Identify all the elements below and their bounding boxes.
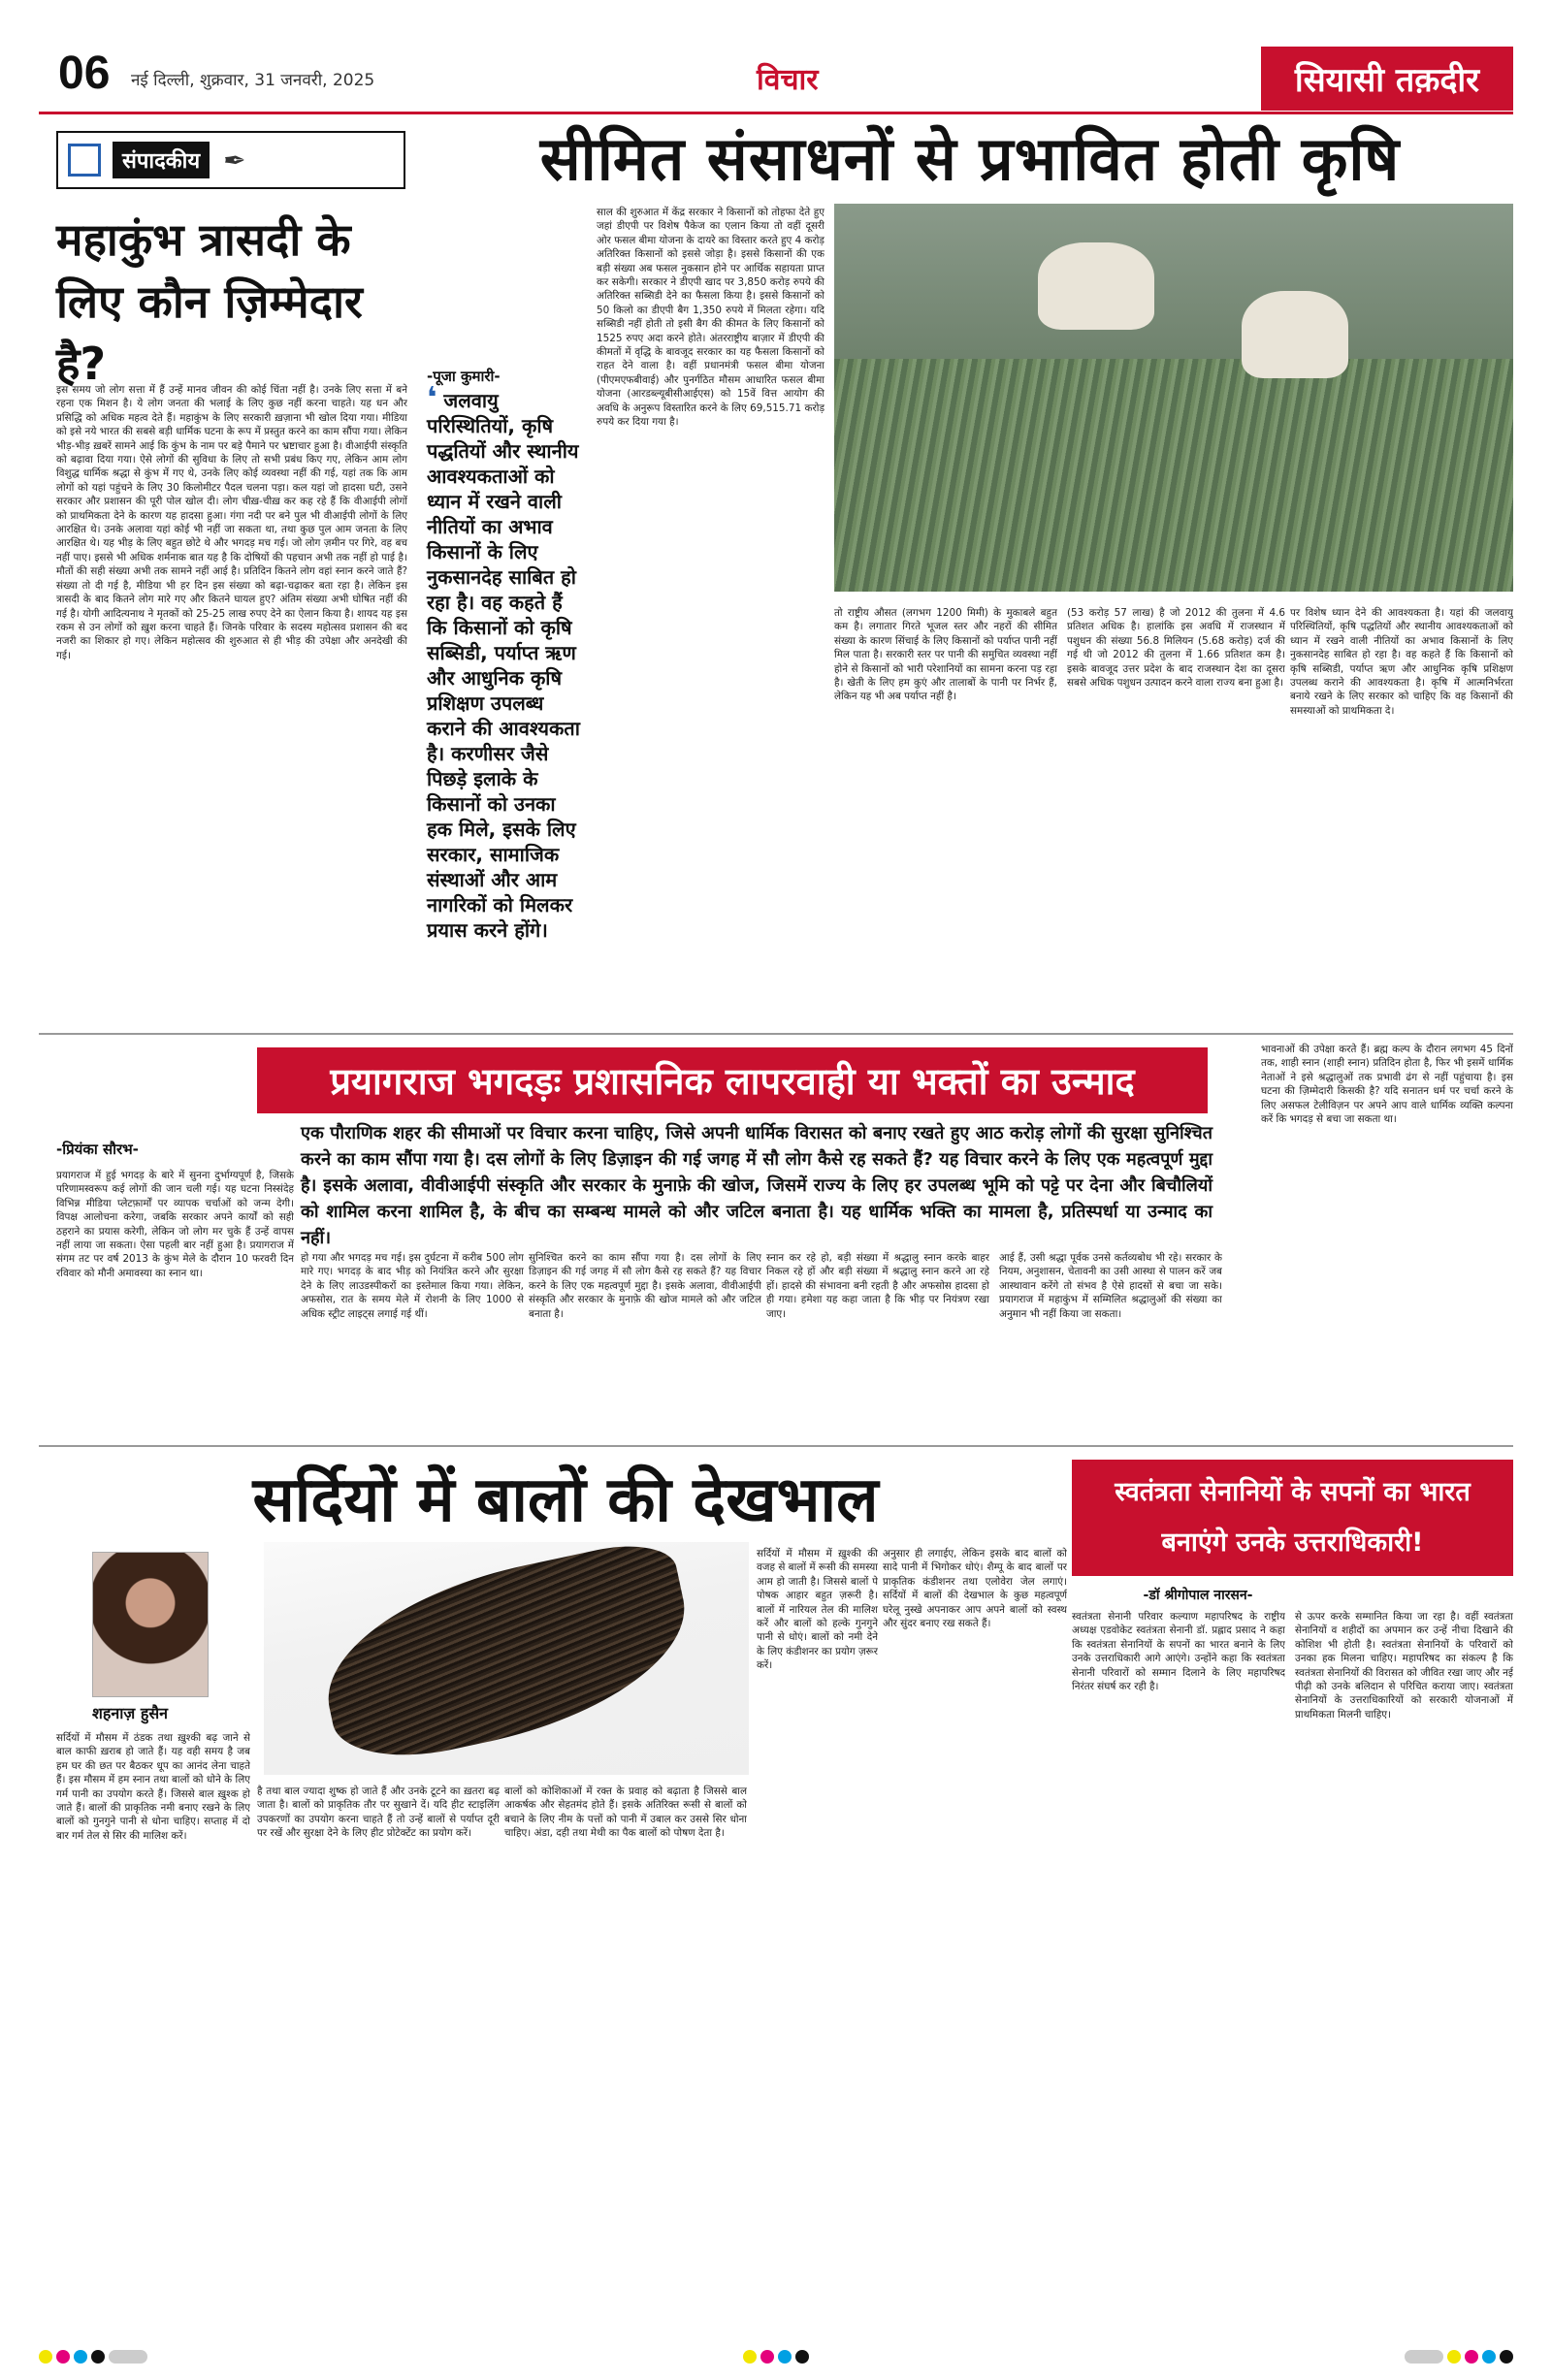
section-title: विचार: [757, 63, 819, 97]
magenta-mark: [1465, 2350, 1478, 2364]
color-marks-right: [1405, 2350, 1513, 2364]
editorial-body: इस समय जो लोग सत्ता में हैं उन्हें मानव जीवन की कोई चिंता नहीं है। उनके लिए सत्ता में बने रहना एक मिशन है। ये लोग जनता की भलाई के लिए कुछ नहीं करना चाहते। यह धन और प्रसिद्धि को अधिक महत्व देते हैं। महाकुंभ के लिए सरकारी ख़ज़ाना भी खोल दिया गया। मीडिया को इसे नये भारत की सबसे बड़ी धार्मिक घटना के रूप में प्रस्तुत करने का काम सौंपा गया। लेकिन भीड़-भीड़ ख़बरें सामने आई कि कुंभ के नाम पर बड़े पैमाने पर भ्रष्टाचार हुआ है। वीआईपी संस्कृति को बढ़ावा दिया गया। ऐसे लोगों की सुविधा के लिए तो सभी प्रबंध किए गए, लेकिन आम लोग विशुद्ध धार्मिक श्रद्धा से कुंभ में गए थे, उनके लिए कोई व्यवस्था नहीं की गई, यहां तक कि आम लोगों को यहां पहुंचने के लिए 30 किलोमीटर पैदल चलना पड़ा। कल यहां जो हादसा घटी, उसने सरकार और प्रशासन की पूरी पोल खोल दी। लोग चीख़-चीख़ कर कह रहे हैं कि वीआईपी लोगों को प्राथमिकता देने के कारण यह हादसा हुआ। गंगा नदी पर बने पुल भी वीआईपी लोगों के लिए आरक्षित थे। उनके अलावा यहां कोई भी नहीं जा सकता था, तथा कुछ पुल आम जनता के लिए आरक्षित थे। यह भीड़ के लिए बहुत छोटे थे और भगदड़ मच गई। जो लोग ज़मीन पर गिरे, वह बच नहीं पाए। इससे भी अधिक शर्मनाक बात यह है कि दोषियों की पहचान अभी तक नहीं हो पाई है। मौतों की सही संख्या अभी तक सामने नहीं आई है। प्रतिदिन कितने लोग वहां स्नान करने जाते हैं? संख्या तो दी गई है, मीडिया भी हर दिन इस संख्या को बढ़ा-चढ़ाकर बता रहा है। लेकिन इस त्रासदी के बाद कितने लोग मारे गए और कितने घायल हुए? अंतिम संख्या अभी घोषित नहीं की गई है। योगी आदित्यनाथ ने मृतकों को 25-25 लाख रुपए देने का ऐलान किया है। शायद यह इस रकम से उन लोगों को ख़ुश करना चाहते हैं। जिनके परिवार के सदस्य महोत्सव प्रशासन की बद नजरी का शिकार हो गए। लेकिन महोत्सव की शुरुआत से ही भीड़ की उपेक्षा और अनदेखी की गई।: [56, 384, 407, 661]
farmer-figure: [1038, 242, 1154, 330]
stampede-column-2: हो गया और भगदड़ मच गई। इस दुर्घटना में करीब 500 लोग मारे गए। भगदड़ के बाद भीड़ को नियंत्रित करने और सुरक्षा देने के लिए लाउडस्पीकरों का इस्तेमाल किया गया। लेकिन, अफसोस, रात के समय मेले में रोशनी के लिए 1000 से अधिक स्ट्रीट लाइट्स लगाई गई थीं।: [301, 1252, 524, 1320]
freedom-column-2: से ऊपर करके सम्मानित किया जा रहा है। वहीं स्वतंत्रता सेनानियों व शहीदों का अपमान कर उन्हें नीचा दिखाने की कोशिश भी होती है। स्वतंत्रता सेनानियों के परिवारों को उनका हक मिलना चाहिए। महापरिषद का संकल्प है कि स्वतंत्रता सेनानियों की विरासत को जीवित रखा जाए और नई पीढ़ी को उनके बलिदान से परिचित कराया जाए। स्वतंत्रता सेनानियों के उत्तराधिकारियों को सरकारी योजनाओं में प्राथमिकता मिलनी चाहिए।: [1295, 1611, 1513, 1721]
stampede-column-3: सुनिश्चित करने का काम सौंपा गया है। दस लोगों के लिए डिज़ाइन की गई जगह में सौ लोग कैसे रह सकते हैं? यह विचार करने के लिए एक महत्वपूर्ण मुद्दा है। इसके अलावा, वीवीआईपी संस्कृति और सरकार के मुनाफ़े की खोज मामले को और जटिल बनाता है।: [529, 1252, 761, 1320]
black-mark: [91, 2350, 105, 2364]
hair-column-3: बालों को कोशिकाओं में रक्त के प्रवाह को बढ़ाता है जिससे बाल आकर्षक और सेहतमंद होते हैं। इसके अतिरिक्त रूसी से बालों को बचाने के लिए नीम के पत्तों को पानी में उबाल कर उससे सिर धोना चाहिए। अंडा, दही तथा मेथी का पैक बालों को पोषण देता है।: [504, 1785, 747, 1840]
feature-byline: -पूजा कुमारी-: [427, 368, 501, 385]
stampede-byline: -प्रियंका सौरभ-: [56, 1141, 139, 1158]
black-mark: [795, 2350, 809, 2364]
cyan-mark: [1482, 2350, 1496, 2364]
editorial-label: संपादकीय: [113, 142, 210, 178]
section-divider: [39, 1445, 1513, 1447]
color-marks-left: [39, 2350, 147, 2364]
hair-headline: सर्दियों में बालों की देखभाल: [252, 1464, 879, 1536]
checkbox-icon: [68, 144, 101, 177]
quote-icon: ❛: [427, 381, 437, 415]
page-number: 06: [58, 48, 111, 99]
freedom-headline: स्वतंत्रता सेनानियों के सपनों का भारत बनाएंगे उनके उत्तराधिकारी!: [1072, 1460, 1513, 1576]
stampede-column-5: आई हैं, उसी श्रद्धा पूर्वक उनसे कर्तव्यबोध भी रहे। सरकार के नियम, अनुशासन, चेतावनी का उसी आस्था से पालन करें जब आस्थावान करेंगे तो संभव है ऐसे हादसों से बचा जा सके। प्रयागराज में महाकुंभ में सम्मिलित श्रद्धालुओं की संख्या का अनुमान भी नहीं किया जा सकता।: [999, 1252, 1222, 1320]
hair-photo: [264, 1542, 749, 1775]
editorial-title: महाकुंभ त्रासदी के लिए कौन ज़िम्मेदार है?: [56, 213, 363, 390]
author-name: शहनाज़ हुसैन: [92, 1704, 169, 1722]
magenta-mark: [760, 2350, 774, 2364]
editorial-tag: [56, 131, 405, 189]
stampede-column-6: भावनाओं की उपेक्षा करते हैं। ब्रह्म कल्प के दौरान लगभग 45 दिनों तक, शाही स्नान (शाही स्नान) प्रतिदिन होता है, फिर भी इसमें धार्मिक नेताओं ने इसे श्रद्धालुओं तक प्रभावी ढंग से नहीं पहुंचाया है। इस घटना की ज़िम्मेदारी किसकी है? यदि सनातन धर्म पर चर्चा करने के लिए असफल टेलीविज़न पर अपने आप वाले धार्मिक व्यक्ति कल्पना करें कि भगदड़ से बचा जा सकता था।: [1261, 1044, 1513, 1126]
yellow-mark: [39, 2350, 52, 2364]
farmer-figure: [1242, 291, 1348, 378]
feature-column-3: (53 करोड़ 57 लाख) है जो 2012 की तुलना में 4.6 प्रतिशत अधिक है। हालांकि इस अवधि में राजस्थान में पशुधन की संख्या 56.8 मिलियन (5.68 करोड़) दर्ज की गई थी जो 2012 की तुलना में 1.66 प्रतिशत कम है। इसके बावजूद उत्तर प्रदेश के बाद राजस्थान देश का दूसरा सबसे अधिक पशुधन उत्पादन करने वाला राज्य बना हुआ है।: [1067, 607, 1285, 690]
hair-column-1: सर्दियों में मौसम में ठंडक तथा ख़ुश्की बढ़ जाने से बाल काफी ख़राब हो जाते हैं। यह वही समय है जब हम घर की छत पर बैठकर धूप का आनंद लेना चाहते हैं। इस मौसम में हम स्नान तथा बालों को धोने के लिए गर्म पानी का उपयोग करते हैं। जिससे बाल ख़ुश्क हो जाते हैं। बालों की प्राकृतिक नमी बनाए रखने के लिए बालों को गुनगुने पानी से धोना चाहिए। सप्ताह में दो बार गर्म तेल से सिर की मालिश करें।: [56, 1732, 250, 1842]
cyan-mark: [778, 2350, 792, 2364]
hair-column-2: है तथा बाल ज्यादा शुष्क हो जाते हैं और उनके टूटने का ख़तरा बढ़ जाता है। बालों को प्राकृतिक तौर पर सुखाने दें। यदि हीट स्टाइलिंग उपकरणों का उपयोग करना चाहते हैं तो उन्हें बालों से पर्याप्त दूरी पर रखें और सुरक्षा देने के लिए हीट प्रोटेक्टेंट का प्रयोग करें।: [257, 1785, 500, 1840]
color-marks-center: [743, 2350, 809, 2364]
farm-photo: [834, 204, 1513, 592]
hair-column-4: सर्दियों में मौसम में ख़ुश्की की वजह से बालों में रूसी की समस्या आम हो जाती है। जिससे बालों पे पोषक आहार बहुत ज़रूरी है। बालों में नारियल तेल की मालिश करें और बालों को हल्के गुनगुने पानी से धोएं। बालों को नमी देने के लिए कंडीशनर का प्रयोग ज़रूर करें।: [757, 1548, 878, 1672]
dateline: नई दिल्ली, शुक्रवार, 31 जनवरी, 2025: [131, 71, 375, 90]
yellow-mark: [1447, 2350, 1461, 2364]
section-banner: सियासी तक़दीर: [1261, 47, 1513, 111]
paddy-field: [834, 359, 1513, 592]
hair-column-5: अनुसार ही लगाईए, लेकिन इसके बाद बालों को सादे पानी में भिगोकर धोएं। शैम्पू के बाद बालों पर प्राकृतिक कंडीशनर तथा एलोवेरा जेल लगाएं। सर्दियों में बालों की देखभाल के कुछ महत्वपूर्ण घरेलू नुस्खे अपनाकर आप अपने बालों को स्वस्थ और सुंदर बनाए रख सकते हैं।: [883, 1548, 1067, 1630]
print-registration-marks: [39, 2345, 1513, 2368]
pullquote: [427, 381, 582, 1018]
feature-column-4: पर विशेष ध्यान देने की आवश्यकता है। यहां की जलवायु परिस्थितियों, कृषि पद्धतियों और स्थानीय आवश्यकताओं को ध्यान में रखने वाली नीतियों का अभाव किसानों के लिए नुकसानदेह साबित हो रहा है। वह कहते हैं कि किसानों को कृषि सब्सिडी, पर्याप्त ऋण और आधुनिक कृषि प्रशिक्षण उपलब्ध कराने की आवश्यकता है। कृषि में आत्मनिर्भरता बनाये रखने के लिए सरकार को चाहिए कि वह किसानों की समस्याओं को प्राथमिकता दे।: [1290, 607, 1513, 717]
pullquote-text: जलवायु परिस्थितियों, कृषि पद्धतियों और स्थानीय आवश्यकताओं को ध्यान में रखने वाली नीतियों का अभाव किसानों के लिए नुकसानदेह साबित हो रहा है। वह कहते हैं कि किसानों को कृषि सब्सिडी, पर्याप्त ऋण और आधुनिक कृषि प्रशिक्षण उपलब्ध कराने की आवश्यकता है। करणीसर जैसे पिछड़े इलाके के किसानों को उनका हक मिले, इसके लिए सरकार, सामाजिक संस्थाओं और आम नागरिकों को मिलकर प्रयास करने होंगे।: [427, 389, 580, 942]
stampede-deck: एक पौराणिक शहर की सीमाओं पर विचार करना चाहिए, जिसे अपनी धार्मिक विरासत को बनाए रखते हुए आठ करोड़ लोगों की सुरक्षा सुनिश्चित करने का काम सौंपा गया है। दस लोगों के लिए डिज़ाइन की गई जगह में सौ लोग कैसे रह सकते हैं? यह विचार करने के लिए एक महत्वपूर्ण मुद्दा है। इसके अलावा, वीवीआईपी संस्कृति और सरकार के मुनाफ़े की खोज, जिसमें राज्य के लिए हर उपलब्ध भूमि को पट्टे पर देना और बिचौलियों को शामिल करना शामिल है, के बीच का सम्बन्ध मामले को और जटिल बनाता है। यह धार्मिक भक्ति का मामला है, प्रतिस्पर्धा या उन्माद का नहीं।: [301, 1123, 1212, 1248]
hair-illustration: [308, 1542, 703, 1773]
freedom-byline: -डॉ श्रीगोपाल नारसन-: [1143, 1588, 1253, 1603]
pen-icon: ✒: [223, 144, 246, 177]
freedom-column-1: स्वतंत्रता सेनानी परिवार कल्याण महापरिषद के राष्ट्रीय अध्यक्ष एडवोकेट स्वतंत्रता सेनानी डॉ. प्रह्लाद प्रसाद ने कहा कि स्वतंत्रता सेनानियों के सपनों का भारत बनाने के लिए उनके उत्तराधिकारी आगे आएंगे। उन्होंने कहा कि स्वतंत्रता सेनानी परिवारों को सम्मान दिलाने के लिए महापरिषद निरंतर संघर्ष कर रही है।: [1072, 1611, 1285, 1693]
feature-column-1: साल की शुरुआत में केंद्र सरकार ने किसानों को तोहफा देते हुए जहां डीएपी पर विशेष पैकेज का एलान किया तो वहीं दूसरी ओर फसल बीमा योजना के दायरे का विस्तार करते हुए 4 करोड़ अतिरिक्त किसानों को इससे जोड़ा है। इससे किसानों की एक बड़ी संख्या अब फसल नुकसान होने पर आर्थिक सहायता प्राप्त कर सकेगी। सरकार ने डीएपी खाद पर 3,850 करोड़ रुपये की अतिरिक्त सब्सिडी देने का फैसला किया है। इससे किसानों को 50 किलो का डीएपी बैग 1,350 रुपये में मिलता रहेगा। यदि सब्सिडी नहीं होती तो इसी बैग की कीमत के लिए किसानों को 1525 रुपए अदा करने होते। अंतरराष्ट्रीय बाज़ार में डीएपी की कीमतों में वृद्धि के बावजूद सरकार का यह फैसला किसानों को राहत देने वाला है। वहीं प्रधानमंत्री फसल बीमा योजना (पीएमएफबीवाई) और पुनर्गठित मौसम आधारित फसल बीमा योजना (आरडब्ल्यूबीसीआईएस) को 15वें वित्त आयोग की अवधि के अनुरूप विस्तारित करने के लिए 69,515.71 करोड़ रुपये कर दिया गया है।: [597, 207, 824, 429]
feature-headline: सीमित संसाधनों से प्रभावित होती कृषि: [539, 123, 1401, 194]
black-mark: [1500, 2350, 1513, 2364]
author-photo: [92, 1552, 209, 1697]
page-header: [39, 47, 1513, 114]
cyan-mark: [74, 2350, 87, 2364]
stampede-column-1: प्रयागराज में हुई भगदड़ के बारे में सुनना दुर्भाग्यपूर्ण है, जिसके परिणामस्वरूप कई लोगों की जान चली गई। यह घटना निस्संदेह विभिन्न मीडिया प्लेटफ़ार्मों पर व्यापक चर्चाओं को जन्म देगी। विपक्ष आलोचना करेगा, जबकि सरकार अपने कार्यों को सही ठहराने का प्रयास करेगी, लेकिन जो लोग मर चुके हैं उन्हें वापस नहीं लाया जा सकता। ऐसा पहली बार नहीं हुआ है। प्रयागराज में संगम तट पर वर्ष 2013 के कुंभ मेले के दौरान 10 फरवरी दिन रविवार को मौनी अमावस्या का स्नान था।: [56, 1170, 294, 1279]
grey-bar: [1405, 2350, 1443, 2364]
feature-column-2: तो राष्ट्रीय औसत (लगभग 1200 मिमी) के मुकाबले बहुत कम है। लगातार गिरते भूजल स्तर और नहरों की सीमित संख्या के कारण सिंचाई के लिए किसानों को पर्याप्त पानी नहीं मिल पाता है। सरकारी स्तर पर पानी की समुचित व्यवस्था नहीं होने से किसानों को भारी परेशानियों का सामना करना पड़ रहा है। खेती के लिए हम कुएं और तालाबों के पानी पर निर्भर हैं, लेकिन यह भी अब पर्याप्त नहीं है।: [834, 607, 1057, 703]
section-divider: [39, 1033, 1513, 1035]
grey-bar: [109, 2350, 147, 2364]
stampede-headline: प्रयागराज भगदड़ः प्रशासनिक लापरवाही या भक्तों का उन्माद: [257, 1047, 1208, 1113]
yellow-mark: [743, 2350, 757, 2364]
magenta-mark: [56, 2350, 70, 2364]
stampede-column-4: स्नान कर रहे हो, बड़ी संख्या में श्रद्धालु स्नान करके बाहर निकल रहे हों और बड़ी संख्या में श्रद्धालु स्नान करने आ रहे हों। हादसे की संभावना बनी रहती है और अफसोस हादसा हो ही गया। हमेशा यह कहा जाता है कि भीड़ पर नियंत्रण रखा जाए।: [766, 1252, 989, 1320]
